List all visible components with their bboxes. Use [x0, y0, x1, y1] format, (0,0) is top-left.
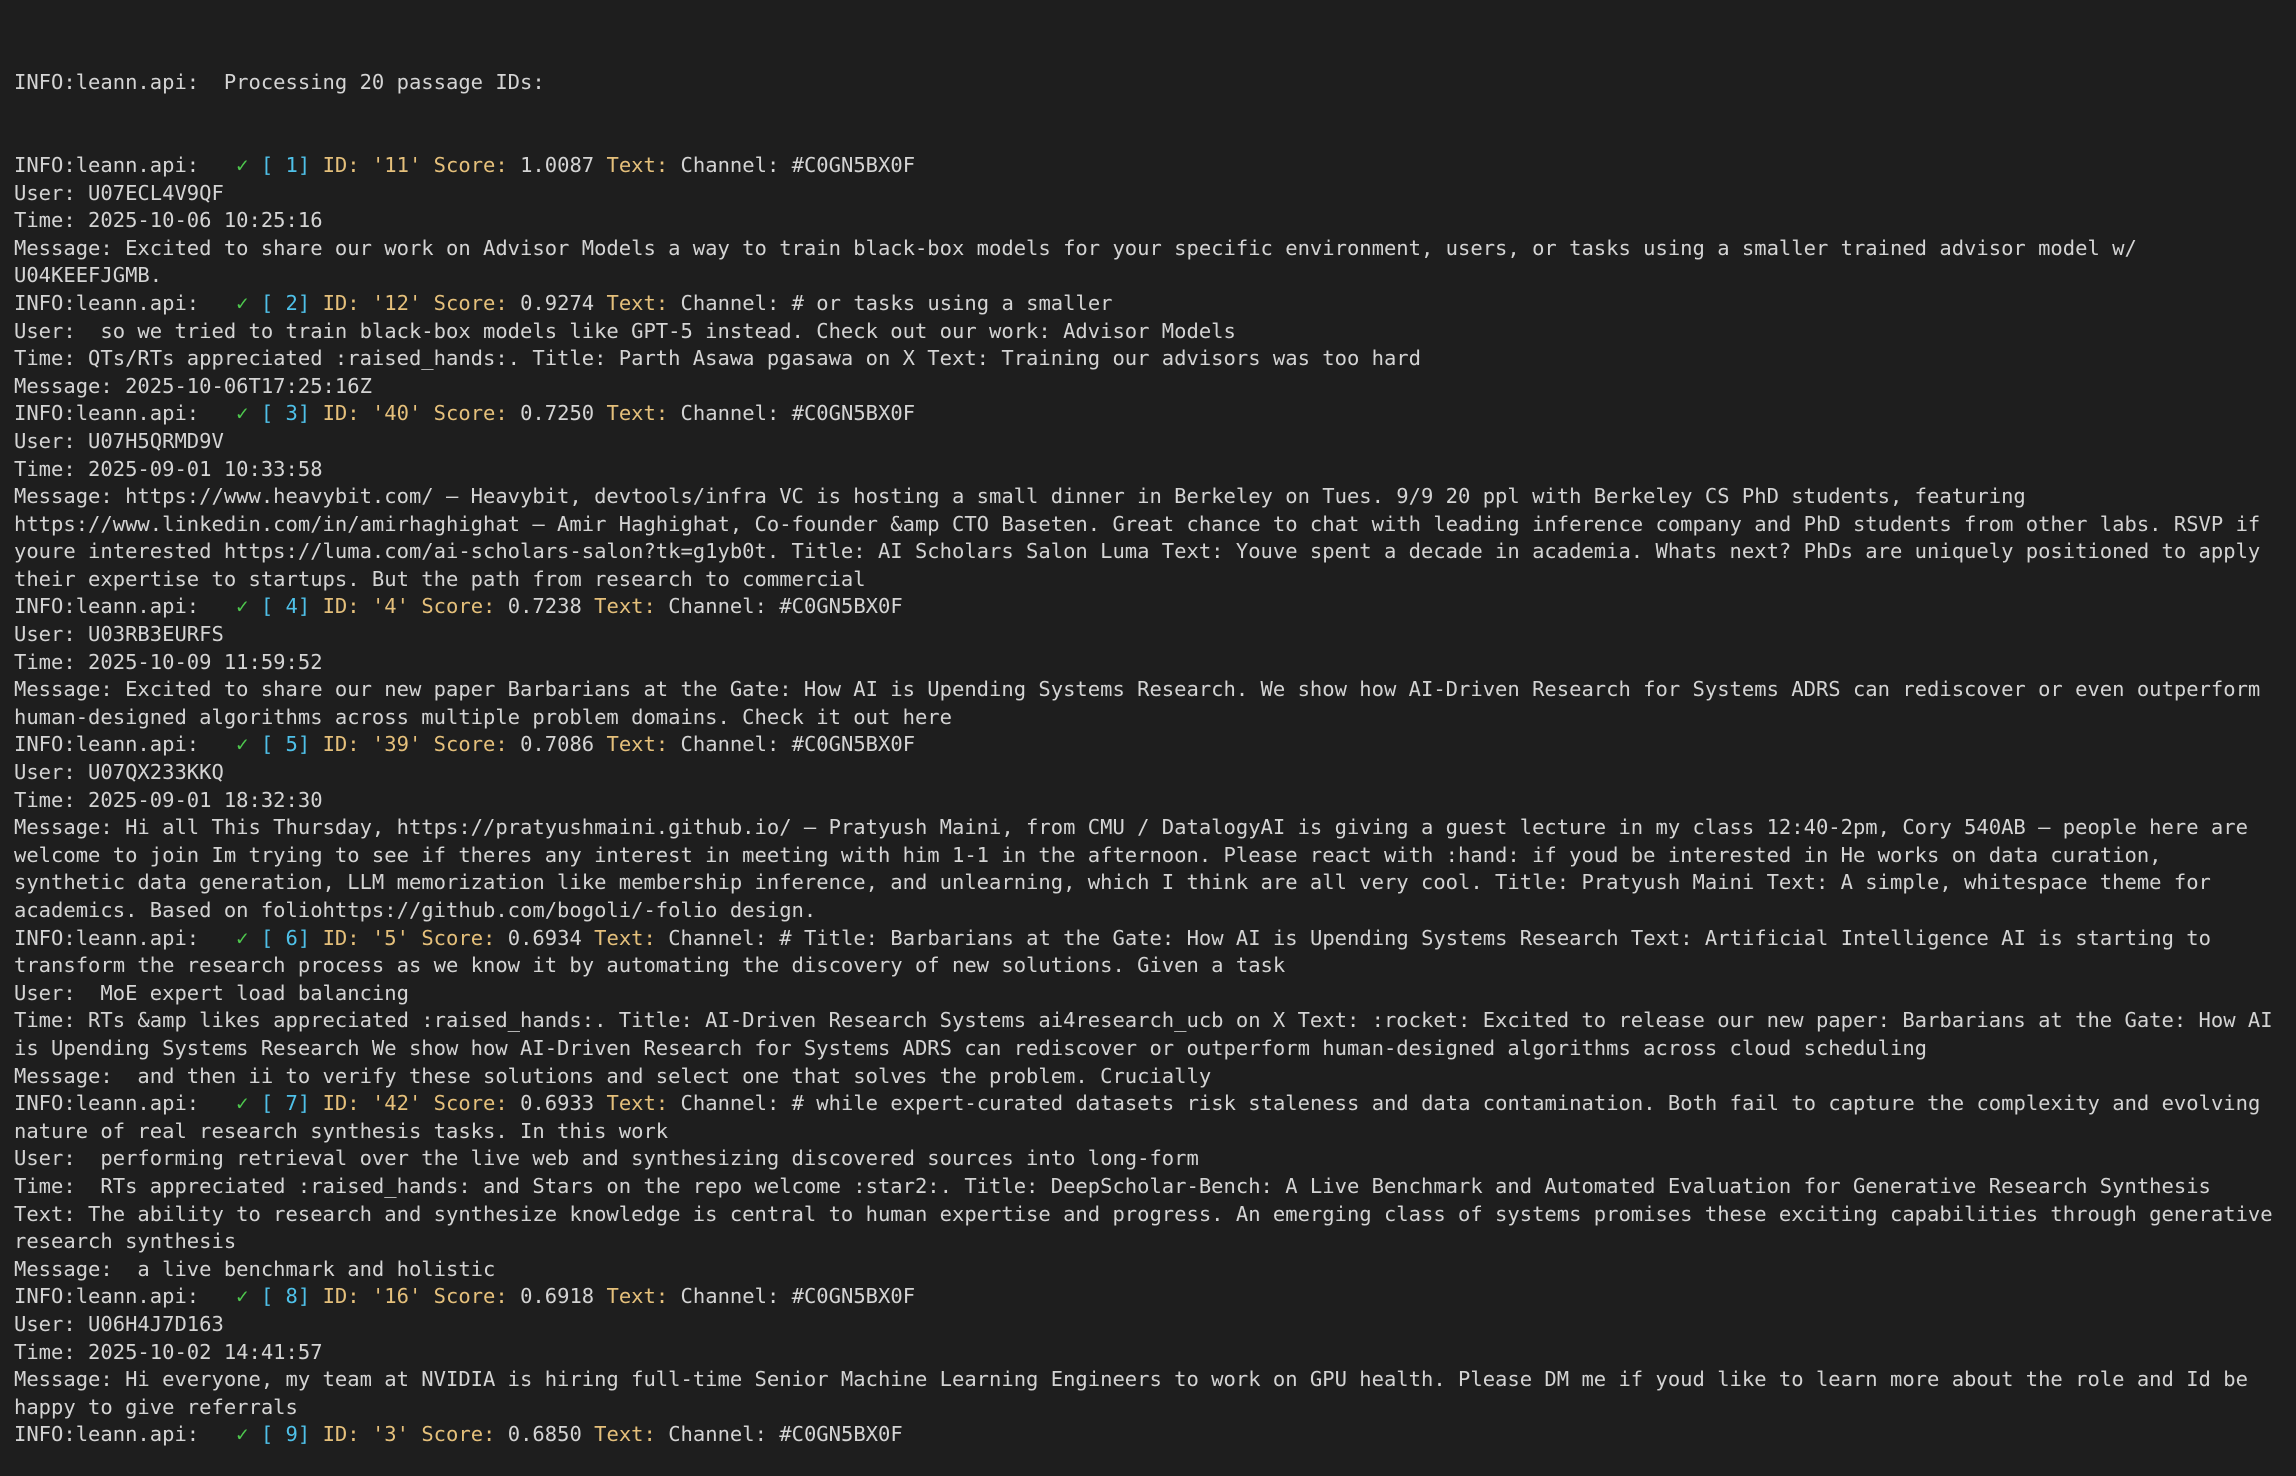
check-icon: ✓ [236, 1284, 249, 1309]
log-prefix: INFO:leann.api: [14, 152, 200, 177]
id-value: '39' [371, 732, 422, 757]
result-index: [ 1] [260, 152, 311, 177]
result-field-line: User: U03RB3EURFS [14, 622, 224, 647]
score-value: 0.6850 [507, 1422, 582, 1447]
result-field-line: Time: QTs/RTs appreciated :raised_hands:. Title: Parth Asawa pgasawa on X Text: Training our advisors was too hard [14, 346, 1421, 371]
text-label: Text: [606, 401, 669, 426]
log-header: INFO:leann.api: Processing 20 passage IDs: [14, 70, 545, 95]
result-field-line: Message: 2025-10-06T17:25:16Z [14, 373, 372, 398]
text-label: Text: [606, 1284, 669, 1309]
id-label: ID: [322, 732, 360, 757]
result-index: [ 2] [260, 290, 311, 315]
score-label: Score: [433, 1284, 508, 1309]
result-field-line: Message: Hi all This Thursday, https://pratyushmaini.github.io/ — Pratyush Maini, from CMU / DatalogyAI is giving a guest lecture in my class 12:40-2pm, Cory 540AB — people here are welcome to join Im trying to see if theres any interest in meeting with him 1-1 in the afternoon. Please react with :hand: if youd be interested in He works on data curation, synthetic data generation, LLM memorization like membership inference, and unlearning, which I think are all very cool. Title: Pratyush Maini Text: A simple, whitespace theme for academics. Based on foliohttps://github.com/bogoli/-folio design. [14, 815, 2261, 922]
log-prefix: INFO:leann.api: [14, 1422, 200, 1447]
text-label: Text: [594, 925, 656, 950]
result-field-line: User: performing retrieval over the live web and synthesizing discovered sources into long-form [14, 1146, 1199, 1171]
result-header [14, 593, 2278, 621]
score-label: Score: [421, 1422, 496, 1447]
score-value: 0.7086 [520, 732, 595, 757]
id-value: '3' [371, 1422, 409, 1447]
result-index: [ 9] [260, 1422, 311, 1447]
score-value: 0.7250 [520, 401, 595, 426]
result-field-line: User: so we tried to train black-box models like GPT-5 instead. Check out our work: Advisor Models [14, 318, 1236, 343]
check-icon: ✓ [236, 152, 249, 177]
result-index: [ 4] [260, 594, 311, 619]
log-prefix: INFO:leann.api: [14, 1284, 200, 1309]
text-label: Text: [606, 152, 669, 177]
result-field-line: Time: RTs &amp likes appreciated :raised_hands:. Title: AI-Driven Research Systems ai4research_ucb on X Text: :rocket: Excited to release our new paper: Barbarians at the Gate: How AI is Upending Systems Research We show how AI-Driven Research for Systems ADRS can rediscover or outperform human-designed algorithms across cloud scheduling [14, 1008, 2285, 1060]
result-field-line: Time: 2025-10-02 14:41:57 [14, 1339, 323, 1364]
result-header [14, 290, 2278, 318]
result-index: [ 8] [260, 1284, 311, 1309]
id-label: ID: [322, 594, 360, 619]
id-value: '5' [371, 925, 409, 950]
result-field-line: Message: https://www.heavybit.com/ — Heavybit, devtools/infra VC is hosting a small dinner in Berkeley on Tues. 9/9 20 ppl with Berkeley CS PhD students, featuring https://www.linkedin.com/in/amirhaghighat — Amir Haghighat, Co-founder &amp CTO Baseten. Great chance to chat with leading inference company and PhD students from other labs. RSVP if youre interested https://luma.com/ai-scholars-salon?tk=g1yb0t. Title: AI Scholars Salon Luma Text: Youve spent a decade in academia. Whats next? PhDs are uniquely positioned to apply their expertise to startups. But the path from research to commercial [14, 484, 2273, 591]
id-value: '11' [371, 152, 422, 177]
text-label: Text: [594, 594, 656, 619]
channel-text: Channel: #C0GN5BX0F [680, 1284, 916, 1309]
score-label: Score: [433, 401, 508, 426]
score-value: 0.6934 [507, 925, 582, 950]
result-header [14, 400, 2278, 428]
score-label: Score: [433, 152, 508, 177]
log-prefix: INFO:leann.api: [14, 732, 200, 757]
log-prefix: INFO:leann.api: [14, 594, 200, 619]
result-field-line: User: U06H4J7D163 [14, 1311, 224, 1336]
id-label: ID: [322, 1284, 360, 1309]
id-label: ID: [322, 152, 360, 177]
result-field-line: Message: Hi everyone, my team at NVIDIA is hiring full-time Senior Machine Learning Engineers to work on GPU health. Please DM me if youd like to learn more about the role and Id be happy to give referrals [14, 1367, 2261, 1419]
id-label: ID: [322, 1422, 360, 1447]
channel-text: Channel: # while expert-curated datasets risk staleness and data contamination. Both fail to capture the complexity and evolving nature of real research synthesis tasks. In this work [14, 1091, 2273, 1143]
result-index: [ 7] [260, 1091, 311, 1116]
check-icon: ✓ [236, 594, 249, 619]
result-field-line: Time: 2025-09-01 18:32:30 [14, 787, 323, 812]
id-value: '12' [371, 290, 422, 315]
channel-text: Channel: #C0GN5BX0F [680, 152, 916, 177]
result-field-line: User: MoE expert load balancing [14, 980, 409, 1005]
result-header [14, 1421, 2278, 1449]
check-icon: ✓ [236, 401, 249, 426]
id-value: '16' [371, 1284, 422, 1309]
result-field-line: Time: 2025-09-01 10:33:58 [14, 456, 323, 481]
score-label: Score: [433, 1091, 508, 1116]
score-value: 0.6918 [520, 1284, 595, 1309]
check-icon: ✓ [236, 290, 249, 315]
result-field-line: Time: 2025-10-09 11:59:52 [14, 649, 323, 674]
result-field-line: Message: a live benchmark and holistic [14, 1256, 496, 1281]
id-value: '42' [371, 1091, 422, 1116]
result-index: [ 6] [260, 925, 311, 950]
score-label: Score: [433, 290, 508, 315]
results-list [14, 152, 2285, 1449]
result-field-line: User: U07ECL4V9QF [14, 180, 224, 205]
score-value: 0.9274 [520, 290, 595, 315]
score-value: 0.7238 [507, 594, 582, 619]
result-header [14, 731, 2278, 759]
channel-text: Channel: #C0GN5BX0F [680, 401, 916, 426]
check-icon: ✓ [236, 732, 249, 757]
score-value: 0.6933 [520, 1091, 595, 1116]
id-label: ID: [322, 401, 360, 426]
text-label: Text: [606, 1091, 669, 1116]
log-prefix: INFO:leann.api: [14, 401, 200, 426]
result-header [14, 152, 2278, 180]
id-label: ID: [322, 1091, 360, 1116]
result-index: [ 5] [260, 732, 311, 757]
id-label: ID: [322, 290, 360, 315]
log-prefix: INFO:leann.api: [14, 925, 200, 950]
result-index: [ 3] [260, 401, 311, 426]
result-field-line: Time: 2025-10-06 10:25:16 [14, 208, 323, 233]
channel-text: Channel: # Title: Barbarians at the Gate: How AI is Upending Systems Research Text: Artificial Intelligence AI is starting to transform the research process as we know it by automating the discovery of new solutions. Given a task [14, 925, 2224, 978]
check-icon: ✓ [236, 1091, 249, 1116]
check-icon: ✓ [236, 925, 249, 950]
result-field-line: Message: Excited to share our work on Advisor Models a way to train black-box models for your specific environment, users, or tasks using a smaller trained advisor model w/ U04KEEFJGMB. [14, 235, 2150, 288]
text-label: Text: [606, 290, 669, 315]
id-value: '4' [371, 594, 409, 619]
score-label: Score: [433, 732, 508, 757]
text-label: Text: [606, 732, 669, 757]
score-label: Score: [421, 925, 496, 950]
score-label: Score: [421, 594, 496, 619]
score-value: 1.0087 [520, 152, 595, 177]
result-header [14, 1283, 2278, 1311]
channel-text: Channel: #C0GN5BX0F [668, 594, 903, 619]
id-value: '40' [371, 401, 422, 426]
result-field-line: Message: and then ii to verify these solutions and select one that solves the problem. Crucially [14, 1063, 1212, 1088]
result-field-line: User: U07H5QRMD9V [14, 428, 224, 453]
check-icon: ✓ [236, 1422, 249, 1447]
text-label: Text: [594, 1422, 656, 1447]
result-header [14, 925, 2278, 980]
result-field-line: Time: RTs appreciated :raised_hands: and Stars on the repo welcome :star2:. Title: DeepScholar-Bench: A Live Benchmark and Automated Evaluation for Generative Research Synthesis Text: The ability to research and synthesize knowledge is central to human expertise and progress. An emerging class of systems promises these exciting capabilities through generative research synthesis [14, 1173, 2285, 1254]
result-field-line: User: U07QX233KKQ [14, 760, 224, 785]
channel-text: Channel: # or tasks using a smaller [680, 290, 1113, 315]
channel-text: Channel: #C0GN5BX0F [668, 1422, 903, 1447]
log-prefix: INFO:leann.api: [14, 290, 200, 315]
channel-text: Channel: #C0GN5BX0F [680, 732, 916, 757]
log-prefix: INFO:leann.api: [14, 1091, 200, 1116]
result-field-line: Message: Excited to share our new paper Barbarians at the Gate: How AI is Upending Systems Research. We show how AI-Driven Research for Systems ADRS can rediscover or even outperform human-designed algorithms across multiple problem domains. Check it out here [14, 677, 2273, 729]
id-label: ID: [322, 925, 360, 950]
result-header [14, 1090, 2278, 1145]
